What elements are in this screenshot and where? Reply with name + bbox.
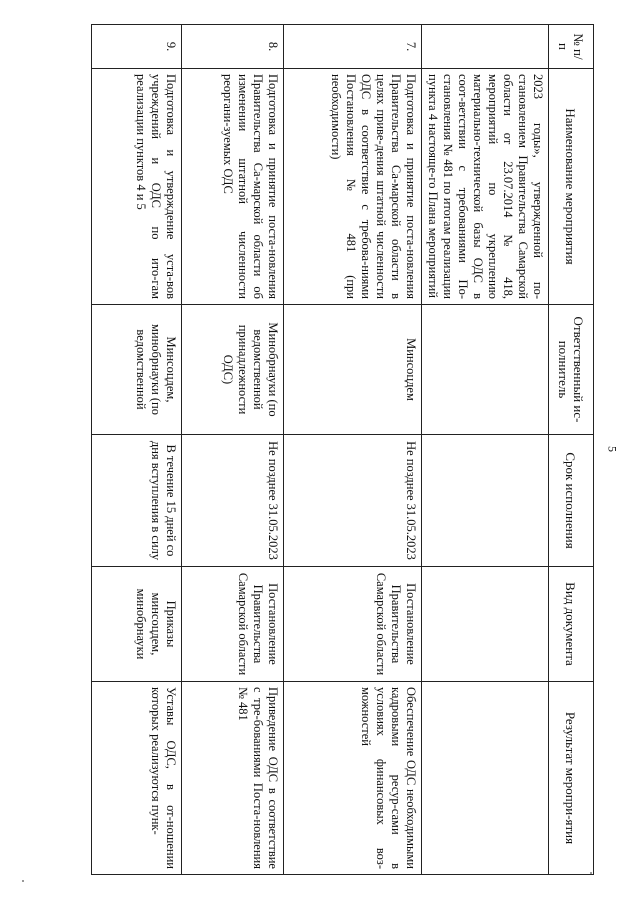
header-doc-type: Вид документа xyxy=(549,567,594,682)
scan-speck xyxy=(590,872,592,874)
row-deadline: Не позднее 31.05.2023 xyxy=(284,435,422,567)
row-num xyxy=(422,25,549,69)
row-result: Приведение ОДС в соответствие с тре-бованиями Поста-новления № 481 xyxy=(182,682,284,875)
header-result: Результат меропри-ятия xyxy=(549,682,594,875)
header-name: Наименование мероприятия xyxy=(549,69,594,305)
row-name: Подготовка и принятие поста-новления Правительства Са-марской области в целях приве-дения штатной численности ОДС в соответствие с требова-ниями Постановления № 481 (при необходимости) xyxy=(284,69,422,305)
row-doc-type: Приказы минсоцдем, минобрнауки xyxy=(92,567,182,682)
row-responsible: Минобрнауки (по ведомственной принадлежности ОДС) xyxy=(182,305,284,435)
row-deadline: Не позднее 31.05.2023 xyxy=(182,435,284,567)
row-num: 9. xyxy=(92,25,182,69)
row-num: 8. xyxy=(182,25,284,69)
row-deadline xyxy=(422,435,549,567)
table-row xyxy=(422,25,549,875)
header-num: № п/п xyxy=(549,25,594,69)
table-row xyxy=(92,25,182,875)
measures-table xyxy=(91,24,594,875)
page-number: 5 xyxy=(605,446,620,452)
row-doc-type: Постановление Правительства Самарской области xyxy=(284,567,422,682)
row-deadline: В течение 15 дней со дня вступления в силу xyxy=(92,435,182,567)
scan-speck xyxy=(22,880,24,882)
row-result: Обеспечение ОДС необходимыми кадровыми ресур-сами в условиях финансовых воз-можностей xyxy=(284,682,422,875)
row-result: Уставы ОДС, в от-ношении которых реализуются пунк- xyxy=(92,682,182,875)
row-doc-type xyxy=(422,567,549,682)
row-name: 2023 годы», утвержденной по-становлением Правительства Самарской области от 23.07.2014 № 418, мероприятий по укреплению материально-технической базы ОДС в соот-ветствии с требованиями По-становления № 481 по итогам реализации пункта 4 настояще-го Плана мероприятий xyxy=(422,69,549,305)
header-deadline: Срок исполнения xyxy=(549,435,594,567)
row-responsible: Минсоцдем, минобрнауки (по ведомственной xyxy=(92,305,182,435)
row-doc-type: Постановление Правительства Самарской области xyxy=(182,567,284,682)
row-result xyxy=(422,682,549,875)
table-row xyxy=(284,25,422,875)
row-name: Подготовка и принятие поста-новления Правительства Са-марской области об изменении штатной численности реоргани-зуемых ОДС xyxy=(182,69,284,305)
table-header-row xyxy=(549,25,594,875)
row-num: 7. xyxy=(284,25,422,69)
row-responsible xyxy=(422,305,549,435)
table-row xyxy=(182,25,284,875)
header-responsible: Ответственный ис-полнитель xyxy=(549,305,594,435)
row-name: Подготовка и утверждение уста-вов учреждений и ОДС по ито-гам реализации пунктов 4 и 5 xyxy=(92,69,182,305)
row-responsible: Минсоцдем xyxy=(284,305,422,435)
